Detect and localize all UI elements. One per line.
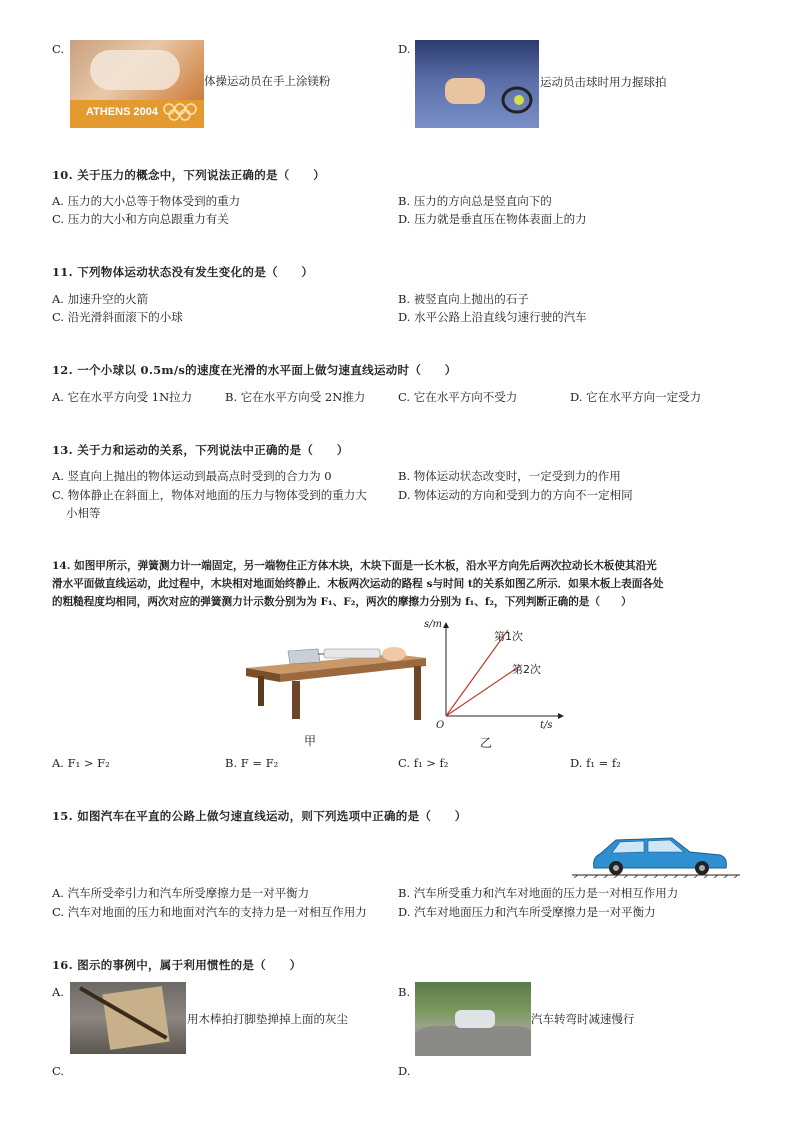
q10-option-a: A. 压力的大小总等于物体受到的重力 [52,194,241,208]
s-t-graph [420,618,570,736]
q12-option-a: A. 它在水平方向受 1N拉力 [52,390,193,404]
q10-option-d: D. 压力就是垂直压在物体表面上的力 [398,212,587,226]
q14-option-a: A. F₁ > F₂ [52,756,110,770]
question-14-line1: 14. 如图甲所示，弹簧测力计一端固定，另一端物住正方体木块，木块下面是一长木板，沿水平方向先后两次拉动长木板使其沿光 [52,560,657,572]
s-axis-arrow-icon [443,622,449,628]
q16-option-d-label: D. [398,1064,411,1078]
q14-option-b: B. F = F₂ [225,756,279,770]
q11-option-d: D. 水平公路上沿直线匀速行驶的汽车 [398,310,587,324]
question-16-stem: 16. 图示的事例中，属于利用惯性的是（ ） [52,958,302,972]
tennis-player-photo [415,40,539,128]
q16-option-c-label: C. [52,1064,65,1078]
figure-yi-label: 乙 [480,736,493,750]
gymnast-chalk-photo [70,40,204,128]
line-1-label: 第1次 [494,630,523,643]
tennis-racket-icon [495,80,535,120]
q11-option-a: A. 加速升空的火箭 [52,292,149,306]
q13-option-b: B. 物体运动状态改变时，一定受到力的作用 [398,469,621,483]
t-axis-label: t/s [540,720,553,731]
q16-option-b-label: B. [398,985,411,999]
q12-option-d: D. 它在水平方向一定受力 [570,390,702,404]
question-11-stem: 11. 下列物体运动状态没有发生变化的是（ ） [52,265,314,279]
q15-option-a: A. 汽车所受牵引力和汽车所受摩擦力是一对平衡力 [52,886,310,900]
q13-option-c-line1: C. 物体静止在斜面上，物体对地面的压力与物体受到的重力大 [52,488,367,502]
q12-option-b: B. 它在水平方向受 2N推力 [225,390,366,404]
beating-mat-photo [70,982,186,1054]
s-axis-label: s/m [424,619,442,630]
question-13-stem: 13. 关于力和运动的关系，下列说法中正确的是（ ） [52,443,349,457]
question-12-stem: 12. 一个小球以 0.5m/s的速度在光滑的水平面上做匀速直线运动时（ ） [52,363,457,377]
option-d-label: D. [398,42,411,56]
q14-option-d: D. f₁ = f₂ [570,756,621,770]
question-10-stem: 10. 关于压力的概念中，下列说法正确的是（ ） [52,168,326,182]
figure-jia-label: 甲 [304,734,317,748]
option-c-caption: 体操运动员在手上涂镁粉 [204,74,331,88]
question-14-line3: 的粗糙程度均相同，两次对应的弹簧测力计示数分别为为 F₁、F₂，两次的摩擦力分别为 f₁、f₂，下列判断正确的是（ ） [52,596,632,608]
q13-option-c-line2: 小相等 [66,506,101,520]
q10-option-b: B. 压力的方向总是竖直向下的 [398,194,552,208]
q16-option-a-label: A. [52,985,64,999]
q15-option-d: D. 汽车对地面压力和汽车所受摩擦力是一对平衡力 [398,905,656,919]
line-2-label: 第2次 [512,663,541,676]
q15-option-b: B. 汽车所受重力和汽车对地面的压力是一对相互作用力 [398,886,679,900]
q15-option-c: C. 汽车对地面的压力和地面对汽车的支持力是一对相互作用力 [52,905,367,919]
line-run-2 [446,666,520,716]
olympic-rings-icon [162,102,202,122]
q11-option-b: B. 被竖直向上抛出的石子 [398,292,529,306]
q13-option-d: D. 物体运动的方向和受到力的方向不一定相同 [398,488,633,502]
spring-scale-table-figure [244,640,430,722]
car-turning-photo [415,982,531,1056]
question-15-stem: 15. 如图汽车在平直的公路上做匀速直线运动，则下列选项中正确的是（ ） [52,809,467,823]
q11-option-c: C. 沿光滑斜面滚下的小球 [52,310,183,324]
question-14-line2: 滑水平面做直线运动，此过程中，木块相对地面始终静止．木板两次运动的路程 s与时间 t的关系如图乙所示．如果木板上表面各处 [52,578,664,590]
athens-banner-text: ATHENS 2004 [86,106,158,118]
q14-option-c: C. f₁ > f₂ [398,756,449,770]
option-d-caption: 运动员击球时用力握球拍 [540,75,667,89]
car-on-road-figure [570,828,742,878]
q10-option-c: C. 压力的大小和方向总跟重力有关 [52,212,229,226]
origin-label: O [436,720,445,731]
q16-option-b-caption: 汽车转弯时减速慢行 [531,1012,635,1026]
q12-option-c: C. 它在水平方向不受力 [398,390,518,404]
q13-option-a: A. 竖直向上抛出的物体运动到最高点时受到的合力为 0 [52,469,332,483]
t-axis-arrow-icon [558,713,564,719]
q16-option-a-caption: 用木棒拍打脚垫掸掉上面的灰尘 [187,1012,348,1026]
option-c-label: C. [52,42,65,56]
